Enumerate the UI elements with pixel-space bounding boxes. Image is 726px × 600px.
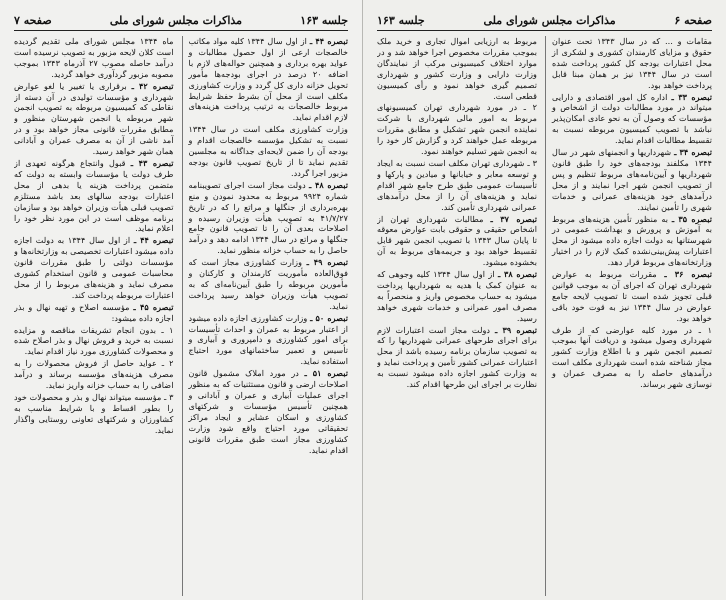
paragraph-text: مربوط به ارزیابی اموال تجاری و خرید ملک بموجب مقررات مخصوص اجرا خواهد شد و در موارد اختلاف کمیسیونی مرکب از نمایندگان وزارت دارایی و وزارت کشور و شهرداری تصمیم گیری خواهد نمود و رأی کمیسیون قطعی است.	[377, 36, 537, 101]
paragraph	[14, 36, 174, 80]
left-page-column-left	[14, 36, 174, 596]
paragraph	[552, 147, 712, 212]
clause-heading: تبصره ۳۵ ـ	[671, 213, 712, 224]
paragraph	[189, 36, 349, 123]
paragraph-text: مقامات و ... که در سال ۱۳۴۳ تحت عنوان حقوق و مزایای کارمندان کشوری و لشکری از محل اعتبارات بودجه کل کشور پرداخت شده است در سال ۱۳۴۴ نیز بر همان مبنا قابل پرداخت خواهد بود.	[552, 36, 712, 90]
right-page-column-right	[545, 36, 712, 596]
paragraph-text: وزارت کشاورزی اجازه داده میشود از اعتبار مربوط به عمران و احداث تأسیسات برای امور کشاورزی و دامپروری و آبیاری و تأسیس و تعمیر ساختمانهای مورد احتیاج استفاده نماید.	[188, 312, 348, 367]
paragraph	[377, 269, 537, 324]
left-page-session: جلسه ۱۶۳	[300, 14, 348, 27]
left-page-columns	[14, 36, 348, 596]
clause-heading: تبصره ۴۴ ـ	[133, 235, 174, 246]
paragraph	[189, 180, 349, 256]
paragraph	[14, 158, 174, 234]
paragraph-text: از اول سال ۱۳۴۴ به دولت اجازه داده میشود اعتبارات تخصیصی به وزارتخانه‌ها و مؤسسات دولتی را طبق مقررات قانون محاسبات عمومی و قانون استخدام کشوری مصرف نماید و هزینه‌های مربوط را از محل اعتبارات مربوطه پرداخت کند.	[14, 235, 174, 300]
clause-heading: تبصره ۳۴ ـ	[674, 147, 712, 158]
paragraph	[189, 313, 349, 368]
clause-heading: تبصره ۴۴ ـ	[309, 36, 348, 46]
paragraph-text: قبول وانتجاع هرگونه تعهدی از طرف دولت یا مؤسسات وابسته به دولت که متضمن پرداخت هزینه یا بدهی از محل اعتبارات بودجه سالهای بعد باشد مستلزم تصویب قبلی هیأت وزیران خواهد بود و سازمان برنامه موظف است در این مورد نظر خود را اعلام نماید.	[14, 157, 174, 234]
paragraph-text: از اول سال ۱۳۴۴ کلیه مواد مکاتب خالصجات ارعی از اول حصول مطالبات و عواید بهره برداری و همچنین حواله‌های لازم با اضافه ۲۰ درصد در اجرای بودجه‌ها مأمور تحویل خزانه داری کل گردد و وزارت کشاورزی مکلف است از محل آن بشرط حفظ شرایط مربوط خالصجات به ترتیب پرداخت هزینه‌های لازم اقدام نماید.	[188, 36, 348, 123]
clause-heading: تبصره ۵۱ ـ	[304, 368, 348, 379]
clause-heading: تبصره ۳۶ ـ	[664, 269, 712, 280]
paragraph	[189, 368, 349, 455]
right-page-header	[377, 14, 712, 31]
paragraph	[14, 358, 174, 391]
paragraph-text: به منظور تأمین هزینه‌های مربوط به آموزش و پرورش و بهداشت عمومی در شهرستانها به دولت اجازه داده میشود از محل اعتبارات پیش‌بینی‌نشده کمک لازم را در اختیار وزارتخانه‌های مربوط قرار دهد.	[552, 213, 712, 268]
paragraph	[552, 325, 712, 390]
right-page-number: صفحه ۶	[674, 14, 712, 27]
right-page	[363, 0, 726, 600]
paragraph-text: ماه ۱۳۴۴ مجلس شورای ملی تقدیم گردیده است کلان لایحه مزبور به تصویب نرسیده است درآمد حاصله مصوب ۲۷ آذرماه ۱۳۴۳ بموجب مصوبه مزبور گردآوری خواهد گردید.	[14, 36, 174, 79]
paragraph	[377, 36, 537, 101]
paragraph-text: ۱ ـ بدون انجام تشریفات مناقصه و مزایده نسبت به خرید و فروش نهال و بذر اصلاح شده و محصولات کشاورزی مورد نیاز اقدام نماید.	[14, 324, 174, 357]
paragraph	[14, 81, 174, 157]
right-page-session: جلسه ۱۶۳	[377, 14, 425, 27]
paragraph-text: دولت مجاز است اجرای تصویبنامه شماره ۹۹۲۴ مربوط به محدود نمودن و منع بهره‌برداری از جنگلها و مراتع را که در تاریخ ۴۱/۷/۲۷ به تصویب هیأت وزیران رسیده و اصلاحات بعدی آن را تا تصویب قانون جامع جنگلها و مراتع در سال ۱۳۴۴ ادامه دهد و درآمد حاصل را به حساب خزانه منظور نماید.	[188, 179, 348, 256]
right-page-column-left	[377, 36, 537, 596]
left-page-header	[14, 14, 348, 31]
paragraph	[14, 235, 174, 300]
left-page-title: مذاکرات مجلس شورای ملی	[109, 14, 243, 27]
paragraph-text: ۳ ـ مؤسسه میتواند نهال و بذر و محصولات خود را بطور اقساط و با شرایط مناسب به کشاورزان و شرکتهای تعاونی روستایی واگذار نماید.	[14, 392, 174, 435]
paragraph-text: ۱ ـ در مورد کلیه عوارضی که از طرف شهرداری وصول میشود و دریافت آنها بموجب تصمیم انجمن شهر و با اطلاع وزارت کشور مجاز شناخته شده است شهرداری مکلف است درآمدهای حاصله را به مصرف عمران و نوسازی شهر برساند.	[552, 324, 712, 390]
paragraph	[377, 158, 537, 213]
paragraph	[552, 269, 712, 324]
paragraph	[552, 36, 712, 91]
right-page-title: مذاکرات مجلس شورای ملی	[483, 14, 616, 27]
paragraph	[14, 325, 174, 358]
left-page-column-right	[182, 36, 349, 596]
clause-heading: تبصره ۳۳ ـ	[671, 91, 712, 102]
paragraph	[552, 92, 712, 147]
paragraph	[189, 257, 349, 312]
clause-heading: تبصره ۴۹ ـ	[306, 257, 348, 268]
paragraph	[377, 214, 537, 269]
paragraph-text: شهرداریها و انجمنهای شهر در سال ۱۳۴۴ مکلفند بودجه‌های خود را طبق قانون شهرداریها و آیین‌نامه‌های مربوط تنظیم و پس از تصویب انجمن شهر اجرا نمایند و از محل درآمدهای خود هزینه‌های عمرانی و خدمات شهری را تأمین نمایند.	[552, 147, 712, 212]
paragraph-text: مطالبات شهرداری تهران از اشخاص حقیقی و حقوقی بابت عوارض معوقه تا پایان سال ۱۳۴۳ با تصویب انجمن شهر قابل تقسیط خواهد بود و جریمه‌های مربوط به آن بخشوده میشود.	[377, 213, 537, 268]
paragraph-text: وزارت کشاورزی مکلف است در سال ۱۳۴۴ نسبت به تشکیل مؤسسه خالصجات اقدام و بودجه آن را ضمن لایحه‌ای جداگانه به مجلسین تقدیم نماید تا از تاریخ تصویب قانون بودجه مزبور اجرا گردد.	[188, 124, 348, 178]
clause-heading: تبصره ۴۳ ـ	[130, 157, 174, 168]
clause-heading: تبصره ۳۸ ـ	[497, 269, 537, 280]
clause-heading: تبصره ۳۹ ـ	[494, 324, 537, 335]
paragraph-text: مقررات مربوط به عوارض شهرداری تهران که اجرای آن به موجب قوانین قبلی تجویز شده است تا تصویب لایحه جامع عوارض در سال ۱۳۴۴ نیز به قوت خود باقی خواهد بود.	[552, 269, 712, 323]
paragraph	[189, 124, 349, 179]
paragraph-text: از اول سال ۱۳۴۴ کلیه وجوهی که به عنوان کمک یا هدیه به شهرداریها پرداخت میشود به حساب مخصوص واریز و منحصراً به مصرف امور عمرانی و خدمات شهری خواهد رسید.	[377, 269, 537, 323]
clause-heading: تبصره ۴۵ ـ	[133, 301, 174, 312]
paragraph	[14, 392, 174, 436]
paragraph-text: دولت مجاز است اعتبارات لازم برای اجرای طرحهای عمرانی شهرداریها را که به تصویب سازمان برنامه رسیده باشد از محل اعتبارات عمرانی کشور تأمین و پرداخت نماید و به وزارت کشور اجازه داده میشود نسبت به نظارت بر اجرای این طرحها اقدام کند.	[377, 324, 537, 390]
paragraph-text: برقراری یا تغییر یا لغو عوارض شهرداری و مؤسسات تولیدی در آن دسته از نقاطی که کمیسیون مربوطه به تصویب انجمن شهر مربوطه یا انجمن شهرستان منظور و مطابق مقررات قانونی مجاز خواهد بود و در آمد ناشی از آن به مصرف عمران و آبادانی همان شهر خواهد رسید.	[14, 80, 174, 157]
paragraph	[377, 325, 537, 390]
clause-heading: تبصره ۴۸ ـ	[309, 179, 348, 190]
paragraph-text: وزارت کشاورزی مجاز است که فوق‌العاده مأموریت کارمندان و کارکنان و مأمورین مربوطه را طبق آیین‌نامه‌ای که به تصویب هیأت وزیران خواهد رسید پرداخت نماید.	[188, 257, 348, 311]
paragraph-text: در مورد املاک مشمول قانون اصلاحات ارضی و قانون مستثنیات که به منظور اجرای عملیات آبیاری و عمران و آبادانی و همچنین تأسیس مؤسسات و شرکتهای کشاورزی و اسکان عشایر و ایجاد مراکز تحقیقاتی مورد احتیاج واقع شود وزارت کشاورزی مجاز است طبق مقررات قانونی اقدام نماید.	[188, 368, 348, 455]
paragraph-text: ۳ ـ شهرداری تهران مکلف است نسبت به ایجاد و توسعه معابر و خیابانها و میادین و پارکها و تأسیسات عمومی طبق طرح جامع شهر اقدام نماید و هزینه‌های آن را از محل درآمدهای عمرانی شهرداری تأمین کند.	[377, 157, 537, 212]
paragraph-text: ۲ ـ در مورد شهرداری تهران کمیسیونهای مربوط به امور مالی شهرداری با شرکت نماینده انجمن شهر تشکیل و مطابق مقررات مربوطه عمل خواهند کرد و گزارش کار خود را به انجمن شهر تسلیم خواهند نمود.	[377, 102, 537, 157]
paragraph	[14, 302, 174, 324]
paragraph-text: مؤسسه اصلاح و تهیه نهال و بذر اجازه داده میشود:	[14, 301, 174, 323]
clause-heading: تبصره ۵۰ ـ	[310, 312, 348, 323]
clause-heading: تبصره ۴۲ ـ	[131, 80, 174, 91]
clause-heading: تبصره ۳۷ ـ	[490, 213, 537, 224]
right-page-columns	[377, 36, 712, 596]
paragraph-text: ۲ ـ عواید حاصل از فروش محصولات را به مصرف هزینه‌های مؤسسه برساند و درآمد اضافی را به حساب خزانه واریز نماید.	[14, 358, 174, 391]
paragraph-text: اداره کل امور اقتصادی و دارایی میتواند در مورد مطالبات دولت از اشخاص و مؤسسات که وصول آن به نحو عادی امکان‌پذیر نباشد با تصویب کمیسیون مربوطه نسبت به تقسیط مطالبات اقدام نماید.	[552, 91, 712, 146]
paragraph	[377, 102, 537, 157]
left-page-number: صفحه ۷	[14, 14, 52, 27]
paragraph	[552, 214, 712, 269]
